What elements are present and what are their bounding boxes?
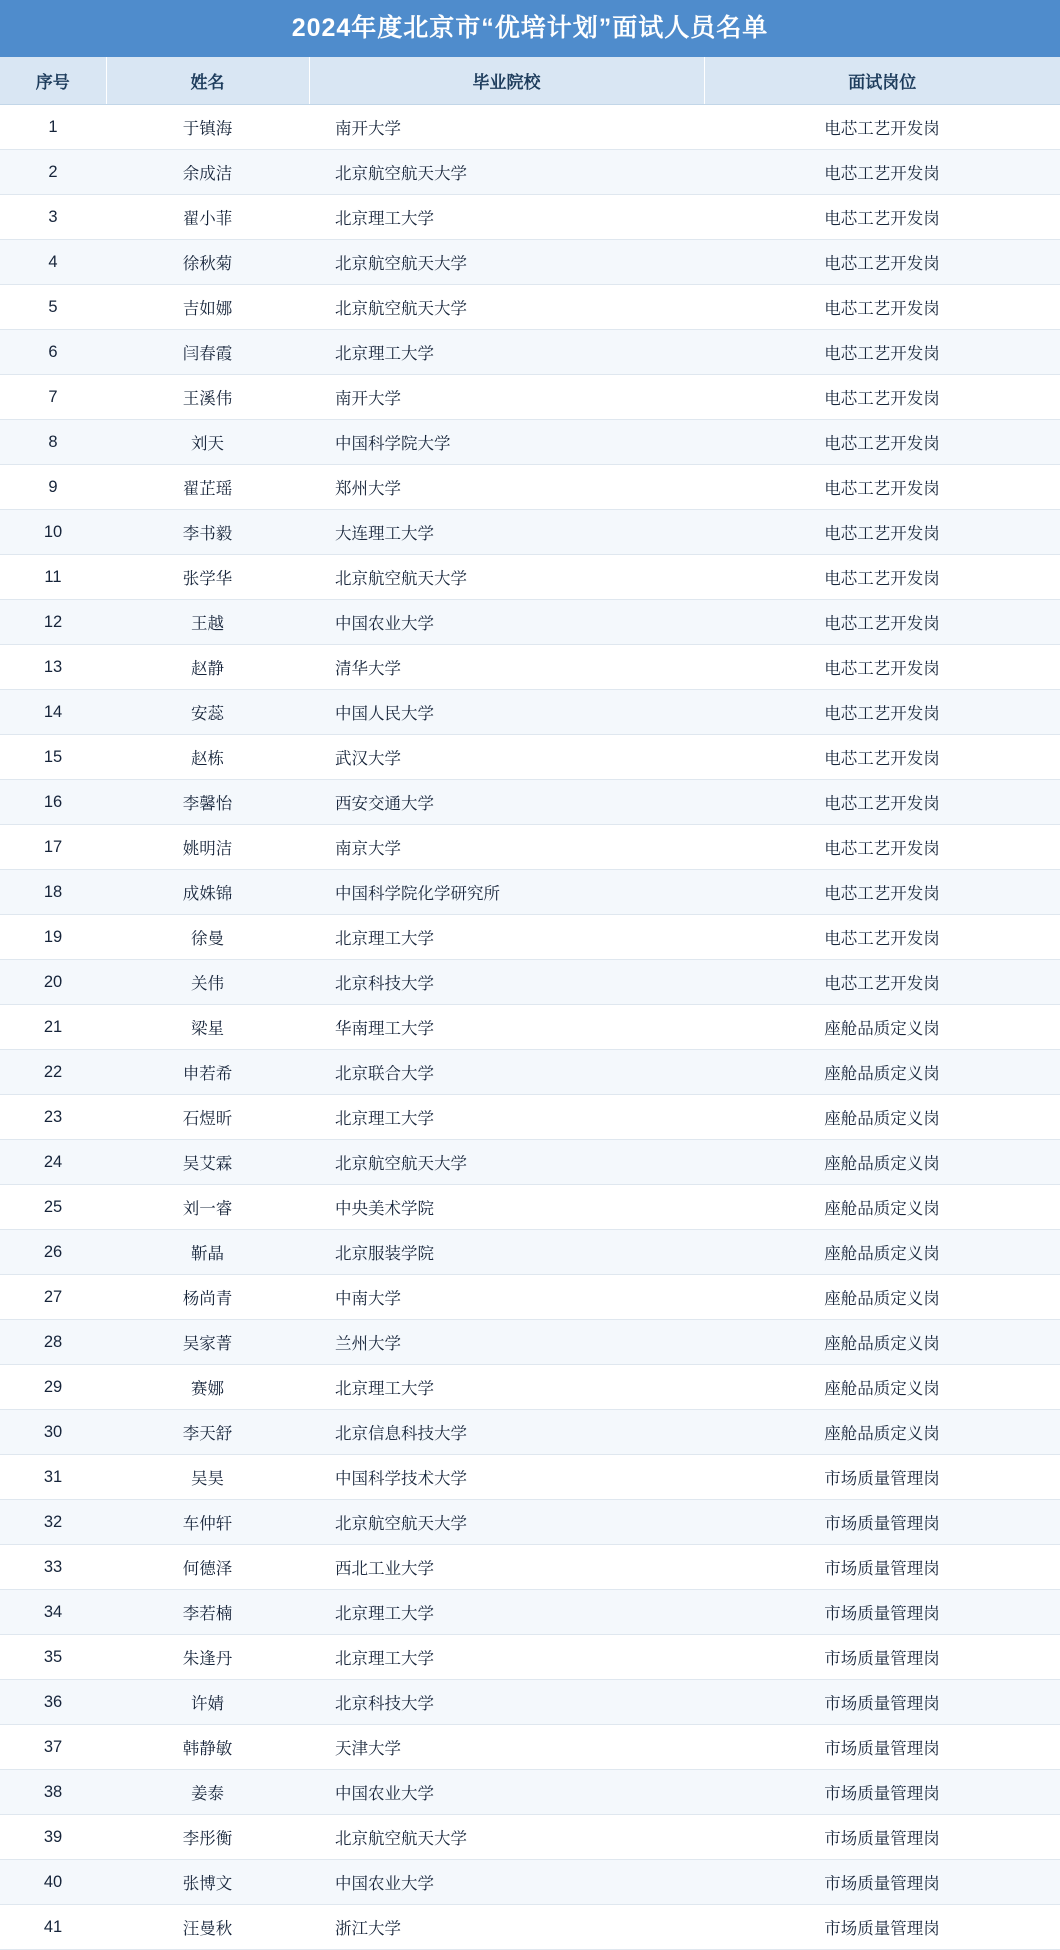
cell-position: 电芯工艺开发岗 bbox=[704, 105, 1060, 150]
table-row bbox=[0, 1095, 1060, 1140]
table-row bbox=[0, 240, 1060, 285]
cell-university: 中央美术学院 bbox=[309, 1185, 704, 1230]
cell-index: 36 bbox=[0, 1680, 106, 1725]
cell-index: 21 bbox=[0, 1005, 106, 1050]
column-header-name: 姓名 bbox=[106, 57, 309, 105]
cell-position: 市场质量管理岗 bbox=[704, 1860, 1060, 1905]
cell-index: 35 bbox=[0, 1635, 106, 1680]
cell-name: 吴昊 bbox=[106, 1455, 309, 1500]
cell-university: 西安交通大学 bbox=[309, 780, 704, 825]
cell-name: 杨尚青 bbox=[106, 1275, 309, 1320]
cell-university: 北京理工大学 bbox=[309, 195, 704, 240]
cell-university: 北京联合大学 bbox=[309, 1050, 704, 1095]
cell-position: 电芯工艺开发岗 bbox=[704, 510, 1060, 555]
cell-university: 南京大学 bbox=[309, 825, 704, 870]
cell-name: 刘天 bbox=[106, 420, 309, 465]
table-row bbox=[0, 465, 1060, 510]
cell-name: 吴家菁 bbox=[106, 1320, 309, 1365]
cell-name: 关伟 bbox=[106, 960, 309, 1005]
cell-position: 电芯工艺开发岗 bbox=[704, 960, 1060, 1005]
cell-index: 9 bbox=[0, 465, 106, 510]
cell-index: 1 bbox=[0, 105, 106, 150]
cell-index: 31 bbox=[0, 1455, 106, 1500]
cell-position: 市场质量管理岗 bbox=[704, 1680, 1060, 1725]
cell-index: 7 bbox=[0, 375, 106, 420]
table-row bbox=[0, 1815, 1060, 1860]
cell-university: 中国农业大学 bbox=[309, 1770, 704, 1815]
cell-university: 北京理工大学 bbox=[309, 915, 704, 960]
cell-position: 电芯工艺开发岗 bbox=[704, 690, 1060, 735]
cell-name: 梁星 bbox=[106, 1005, 309, 1050]
table-row bbox=[0, 420, 1060, 465]
column-header-index: 序号 bbox=[0, 57, 106, 105]
cell-position: 座舱品质定义岗 bbox=[704, 1140, 1060, 1185]
table-row bbox=[0, 195, 1060, 240]
cell-name: 靳晶 bbox=[106, 1230, 309, 1275]
cell-index: 8 bbox=[0, 420, 106, 465]
cell-name: 徐秋菊 bbox=[106, 240, 309, 285]
cell-position: 电芯工艺开发岗 bbox=[704, 870, 1060, 915]
cell-position: 市场质量管理岗 bbox=[704, 1455, 1060, 1500]
cell-name: 赵静 bbox=[106, 645, 309, 690]
cell-position: 电芯工艺开发岗 bbox=[704, 330, 1060, 375]
cell-position: 市场质量管理岗 bbox=[704, 1725, 1060, 1770]
cell-index: 25 bbox=[0, 1185, 106, 1230]
table-row bbox=[0, 870, 1060, 915]
cell-position: 电芯工艺开发岗 bbox=[704, 195, 1060, 240]
cell-name: 张博文 bbox=[106, 1860, 309, 1905]
table-row bbox=[0, 105, 1060, 150]
cell-university: 北京科技大学 bbox=[309, 960, 704, 1005]
table-row bbox=[0, 1275, 1060, 1320]
table-row bbox=[0, 1005, 1060, 1050]
cell-university: 北京信息科技大学 bbox=[309, 1410, 704, 1455]
cell-position: 座舱品质定义岗 bbox=[704, 1275, 1060, 1320]
cell-index: 18 bbox=[0, 870, 106, 915]
cell-university: 北京理工大学 bbox=[309, 1365, 704, 1410]
cell-university: 浙江大学 bbox=[309, 1905, 704, 1950]
table-row bbox=[0, 150, 1060, 195]
cell-university: 天津大学 bbox=[309, 1725, 704, 1770]
table-row bbox=[0, 1680, 1060, 1725]
cell-university: 清华大学 bbox=[309, 645, 704, 690]
cell-position: 电芯工艺开发岗 bbox=[704, 375, 1060, 420]
cell-name: 张学华 bbox=[106, 555, 309, 600]
cell-university: 中国科学院化学研究所 bbox=[309, 870, 704, 915]
cell-university: 中国农业大学 bbox=[309, 600, 704, 645]
cell-name: 车仲轩 bbox=[106, 1500, 309, 1545]
cell-university: 南开大学 bbox=[309, 105, 704, 150]
cell-index: 10 bbox=[0, 510, 106, 555]
cell-position: 电芯工艺开发岗 bbox=[704, 825, 1060, 870]
cell-index: 30 bbox=[0, 1410, 106, 1455]
cell-name: 许婧 bbox=[106, 1680, 309, 1725]
table-row bbox=[0, 645, 1060, 690]
cell-university: 北京航空航天大学 bbox=[309, 285, 704, 330]
cell-index: 22 bbox=[0, 1050, 106, 1095]
cell-index: 26 bbox=[0, 1230, 106, 1275]
cell-index: 32 bbox=[0, 1500, 106, 1545]
table-row bbox=[0, 1590, 1060, 1635]
cell-position: 座舱品质定义岗 bbox=[704, 1185, 1060, 1230]
cell-index: 13 bbox=[0, 645, 106, 690]
cell-name: 吴艾霖 bbox=[106, 1140, 309, 1185]
cell-position: 座舱品质定义岗 bbox=[704, 1050, 1060, 1095]
cell-position: 市场质量管理岗 bbox=[704, 1905, 1060, 1950]
cell-name: 李若楠 bbox=[106, 1590, 309, 1635]
cell-university: 武汉大学 bbox=[309, 735, 704, 780]
cell-name: 余成洁 bbox=[106, 150, 309, 195]
cell-university: 北京理工大学 bbox=[309, 1095, 704, 1140]
cell-name: 刘一睿 bbox=[106, 1185, 309, 1230]
cell-index: 34 bbox=[0, 1590, 106, 1635]
cell-name: 翟小菲 bbox=[106, 195, 309, 240]
cell-university: 中国科学技术大学 bbox=[309, 1455, 704, 1500]
cell-position: 市场质量管理岗 bbox=[704, 1815, 1060, 1860]
table-row bbox=[0, 510, 1060, 555]
cell-university: 北京理工大学 bbox=[309, 1635, 704, 1680]
cell-university: 北京科技大学 bbox=[309, 1680, 704, 1725]
table-row bbox=[0, 600, 1060, 645]
table-row bbox=[0, 285, 1060, 330]
cell-position: 座舱品质定义岗 bbox=[704, 1005, 1060, 1050]
table-row bbox=[0, 330, 1060, 375]
table-header-row bbox=[0, 57, 1060, 105]
cell-university: 中国农业大学 bbox=[309, 1860, 704, 1905]
cell-university: 北京航空航天大学 bbox=[309, 1140, 704, 1185]
cell-position: 电芯工艺开发岗 bbox=[704, 645, 1060, 690]
cell-index: 39 bbox=[0, 1815, 106, 1860]
cell-index: 37 bbox=[0, 1725, 106, 1770]
cell-name: 赵栋 bbox=[106, 735, 309, 780]
table-row bbox=[0, 1905, 1060, 1950]
cell-university: 中国人民大学 bbox=[309, 690, 704, 735]
cell-name: 于镇海 bbox=[106, 105, 309, 150]
cell-name: 徐曼 bbox=[106, 915, 309, 960]
cell-index: 4 bbox=[0, 240, 106, 285]
cell-university: 郑州大学 bbox=[309, 465, 704, 510]
cell-name: 姚明洁 bbox=[106, 825, 309, 870]
cell-university: 北京理工大学 bbox=[309, 330, 704, 375]
cell-name: 李天舒 bbox=[106, 1410, 309, 1455]
cell-university: 北京航空航天大学 bbox=[309, 1500, 704, 1545]
cell-position: 市场质量管理岗 bbox=[704, 1545, 1060, 1590]
table-row bbox=[0, 1185, 1060, 1230]
cell-position: 电芯工艺开发岗 bbox=[704, 465, 1060, 510]
table-row bbox=[0, 1770, 1060, 1815]
column-header-position: 面试岗位 bbox=[704, 57, 1060, 105]
cell-index: 14 bbox=[0, 690, 106, 735]
cell-index: 38 bbox=[0, 1770, 106, 1815]
cell-position: 电芯工艺开发岗 bbox=[704, 735, 1060, 780]
table-row bbox=[0, 1725, 1060, 1770]
cell-name: 何德泽 bbox=[106, 1545, 309, 1590]
cell-name: 闫春霞 bbox=[106, 330, 309, 375]
table-row bbox=[0, 1455, 1060, 1500]
cell-name: 翟芷瑶 bbox=[106, 465, 309, 510]
cell-index: 40 bbox=[0, 1860, 106, 1905]
cell-name: 李彤衡 bbox=[106, 1815, 309, 1860]
cell-university: 北京航空航天大学 bbox=[309, 240, 704, 285]
cell-university: 北京理工大学 bbox=[309, 1590, 704, 1635]
cell-position: 座舱品质定义岗 bbox=[704, 1095, 1060, 1140]
cell-index: 29 bbox=[0, 1365, 106, 1410]
table-row bbox=[0, 825, 1060, 870]
table-row bbox=[0, 690, 1060, 735]
cell-position: 电芯工艺开发岗 bbox=[704, 600, 1060, 645]
cell-name: 赛娜 bbox=[106, 1365, 309, 1410]
table-row bbox=[0, 1140, 1060, 1185]
table-row bbox=[0, 915, 1060, 960]
cell-index: 33 bbox=[0, 1545, 106, 1590]
cell-name: 申若希 bbox=[106, 1050, 309, 1095]
cell-name: 李书毅 bbox=[106, 510, 309, 555]
cell-index: 28 bbox=[0, 1320, 106, 1365]
cell-university: 北京航空航天大学 bbox=[309, 555, 704, 600]
cell-name: 石煜昕 bbox=[106, 1095, 309, 1140]
cell-name: 安蕊 bbox=[106, 690, 309, 735]
table-row bbox=[0, 1500, 1060, 1545]
cell-name: 李馨怡 bbox=[106, 780, 309, 825]
table-row bbox=[0, 780, 1060, 825]
table-header bbox=[0, 57, 1060, 105]
cell-name: 成姝锦 bbox=[106, 870, 309, 915]
cell-position: 电芯工艺开发岗 bbox=[704, 780, 1060, 825]
table-row bbox=[0, 1410, 1060, 1455]
cell-index: 24 bbox=[0, 1140, 106, 1185]
table-row bbox=[0, 375, 1060, 420]
cell-position: 市场质量管理岗 bbox=[704, 1590, 1060, 1635]
column-header-university: 毕业院校 bbox=[309, 57, 704, 105]
cell-position: 电芯工艺开发岗 bbox=[704, 420, 1060, 465]
cell-university: 北京航空航天大学 bbox=[309, 150, 704, 195]
cell-university: 中南大学 bbox=[309, 1275, 704, 1320]
cell-index: 5 bbox=[0, 285, 106, 330]
cell-index: 20 bbox=[0, 960, 106, 1005]
cell-index: 17 bbox=[0, 825, 106, 870]
cell-university: 北京航空航天大学 bbox=[309, 1815, 704, 1860]
cell-name: 汪曼秋 bbox=[106, 1905, 309, 1950]
cell-name: 王越 bbox=[106, 600, 309, 645]
page-title: 2024年度北京市“优培计划”面试人员名单 bbox=[0, 0, 1060, 57]
cell-index: 12 bbox=[0, 600, 106, 645]
table-row bbox=[0, 555, 1060, 600]
cell-index: 11 bbox=[0, 555, 106, 600]
interview-roster-table bbox=[0, 57, 1060, 1950]
cell-index: 3 bbox=[0, 195, 106, 240]
cell-position: 市场质量管理岗 bbox=[704, 1770, 1060, 1815]
cell-position: 电芯工艺开发岗 bbox=[704, 555, 1060, 600]
cell-position: 座舱品质定义岗 bbox=[704, 1230, 1060, 1275]
cell-index: 27 bbox=[0, 1275, 106, 1320]
table-row bbox=[0, 1635, 1060, 1680]
cell-name: 吉如娜 bbox=[106, 285, 309, 330]
cell-position: 座舱品质定义岗 bbox=[704, 1365, 1060, 1410]
cell-university: 南开大学 bbox=[309, 375, 704, 420]
cell-university: 中国科学院大学 bbox=[309, 420, 704, 465]
cell-position: 座舱品质定义岗 bbox=[704, 1410, 1060, 1455]
cell-name: 韩静敏 bbox=[106, 1725, 309, 1770]
table-row bbox=[0, 1545, 1060, 1590]
table-row bbox=[0, 1230, 1060, 1275]
cell-index: 16 bbox=[0, 780, 106, 825]
cell-index: 6 bbox=[0, 330, 106, 375]
cell-position: 电芯工艺开发岗 bbox=[704, 285, 1060, 330]
cell-position: 电芯工艺开发岗 bbox=[704, 915, 1060, 960]
table-row bbox=[0, 1365, 1060, 1410]
cell-name: 姜泰 bbox=[106, 1770, 309, 1815]
cell-university: 大连理工大学 bbox=[309, 510, 704, 555]
table-row bbox=[0, 735, 1060, 780]
cell-university: 华南理工大学 bbox=[309, 1005, 704, 1050]
table-row bbox=[0, 960, 1060, 1005]
cell-index: 23 bbox=[0, 1095, 106, 1140]
cell-index: 2 bbox=[0, 150, 106, 195]
cell-name: 王溪伟 bbox=[106, 375, 309, 420]
cell-position: 市场质量管理岗 bbox=[704, 1635, 1060, 1680]
table-row bbox=[0, 1860, 1060, 1905]
cell-position: 电芯工艺开发岗 bbox=[704, 150, 1060, 195]
cell-index: 15 bbox=[0, 735, 106, 780]
cell-university: 西北工业大学 bbox=[309, 1545, 704, 1590]
cell-name: 朱逢丹 bbox=[106, 1635, 309, 1680]
cell-university: 兰州大学 bbox=[309, 1320, 704, 1365]
cell-university: 北京服装学院 bbox=[309, 1230, 704, 1275]
cell-position: 座舱品质定义岗 bbox=[704, 1320, 1060, 1365]
cell-index: 41 bbox=[0, 1905, 106, 1950]
table-row bbox=[0, 1320, 1060, 1365]
table-body bbox=[0, 105, 1060, 1950]
cell-position: 市场质量管理岗 bbox=[704, 1500, 1060, 1545]
cell-position: 电芯工艺开发岗 bbox=[704, 240, 1060, 285]
cell-index: 19 bbox=[0, 915, 106, 960]
table-row bbox=[0, 1050, 1060, 1095]
